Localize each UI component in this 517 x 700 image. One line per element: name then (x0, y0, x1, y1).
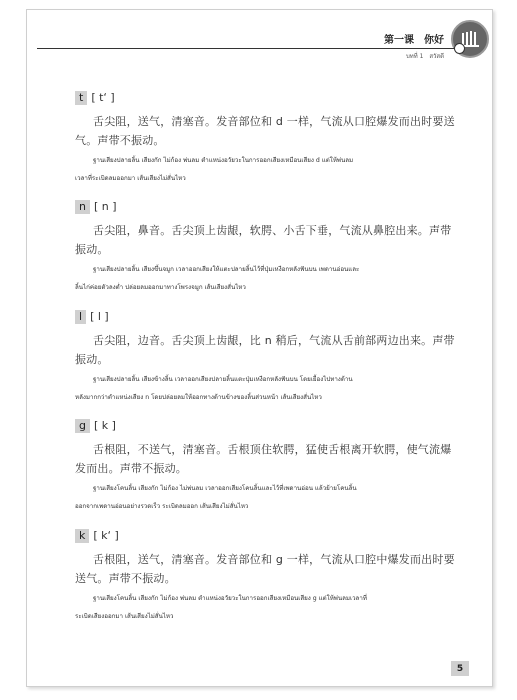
thai-description-line2: เวลาที่ระเบิดลมออกมา เส้นเสียงไม่สั่นไหว (75, 175, 186, 182)
thai-description-line2: ออกจากเพดานอ่อนอย่างรวดเร็ว ระเบิดลมออก เส้นเสียงไม่สั่นไหว (75, 503, 249, 510)
chinese-description: 舌尖阻，鼻音。舌尖顶上齿龈，软腭、小舌下垂，气流从鼻腔出来。声带振动。 (75, 224, 452, 256)
pinyin-label: n (75, 200, 90, 214)
thai-description-line1: ฐานเสียงปลายลิ้น เสียงขึ้นจมูก เวลาออกเสียงให้แตะปลายลิ้นไว้ที่ปุ่มเหงือกหลังฟันบน เพดานอ่อนและ (93, 266, 360, 273)
ipa-label: [ k ] (93, 419, 116, 432)
header-divider (37, 48, 455, 49)
chinese-description: 舌根阻，送气，清塞音。发音部位和 g 一样，气流从口腔中爆发而出时要送气。声带不振动。 (75, 553, 455, 585)
page-header-subtitle: บทที่ 1 สวัสดี (405, 53, 444, 60)
document-page (26, 9, 493, 687)
chinese-description: 舌根阻，不送气，清塞音。舌根顶住软腭，猛使舌根离开软腭，使气流爆发而出。声带不振动。 (75, 443, 452, 475)
thai-description-line2: หลังมากกว่าตำแหน่งเสียง n โดยปล่อยลมให้ออกทางด้านข้างของลิ้นส่วนหน้า เส้นเสียงสั่นไหว (75, 394, 322, 401)
page-number: 5 (451, 661, 469, 676)
phoneme-entry-t (75, 87, 455, 186)
ipa-label: [ l ] (90, 310, 109, 323)
thai-description-line1: ฐานเสียงโคนลิ้น เสียงกัก ไม่ก้อง ไม่พ่นลม เวลาออกเสียงโคนลิ้นและไว้ที่เพดานอ่อน แล้วย้ายโคนลิ้น (93, 485, 357, 492)
page-header-title: 第一课 你好 (384, 35, 444, 46)
ipa-label: [ k‘ ] (93, 529, 119, 542)
ipa-label: [ n ] (93, 200, 117, 213)
thai-description-line1: ฐานเสียงปลายลิ้น เสียงข้างลิ้น เวลาออกเสียงปลายลิ้นแตะปุ่มเหงือกหลังฟันบน โดยเยื้องไปทางด้าน (93, 376, 353, 383)
thai-description-line1: ฐานเสียงปลายลิ้น เสียงกัก ไม่ก้อง พ่นลม ตำแหน่งอวัยวะในการออกเสียงเหมือนเสียง d แต่ให้พ่นลม (93, 157, 354, 164)
thai-description-line2: ลิ้นไก่ค่อยตัวลงต่ำ ปล่อยลมออกมาทางโพรงจมูก เส้นเสียงสั่นไหว (75, 284, 246, 291)
pinyin-label: t (75, 91, 87, 105)
chinese-description: 舌尖阻，边音。舌尖顶上齿龈，比 n 稍后，气流从舌前部两边出来。声带振动。 (75, 334, 455, 366)
header-divider-end (454, 43, 465, 54)
ipa-label: [ t‘ ] (91, 91, 115, 104)
thai-description-line2: ระเบิดเสียงออกมา เส้นเสียงไม่สั่นไหว (75, 613, 174, 620)
pinyin-label: k (75, 529, 89, 543)
phoneme-entry-g (75, 415, 455, 514)
phoneme-entry-l (75, 306, 455, 405)
pinyin-label: g (75, 419, 90, 433)
pinyin-label: l (75, 310, 86, 324)
phoneme-entry-n (75, 196, 455, 295)
thai-description-line1: ฐานเสียงโคนลิ้น เสียงกัก ไม่ก้อง พ่นลม ตำแหน่งอวัยวะในการออกเสียงเหมือนเสียง g แต่ให้พ่นลมเวลาที่ (93, 595, 367, 602)
phoneme-entry-k (75, 525, 455, 624)
chinese-description: 舌尖阻，送气，清塞音。发音部位和 d 一样，气流从口腔爆发而出时要送气。声带不振动。 (75, 115, 455, 147)
